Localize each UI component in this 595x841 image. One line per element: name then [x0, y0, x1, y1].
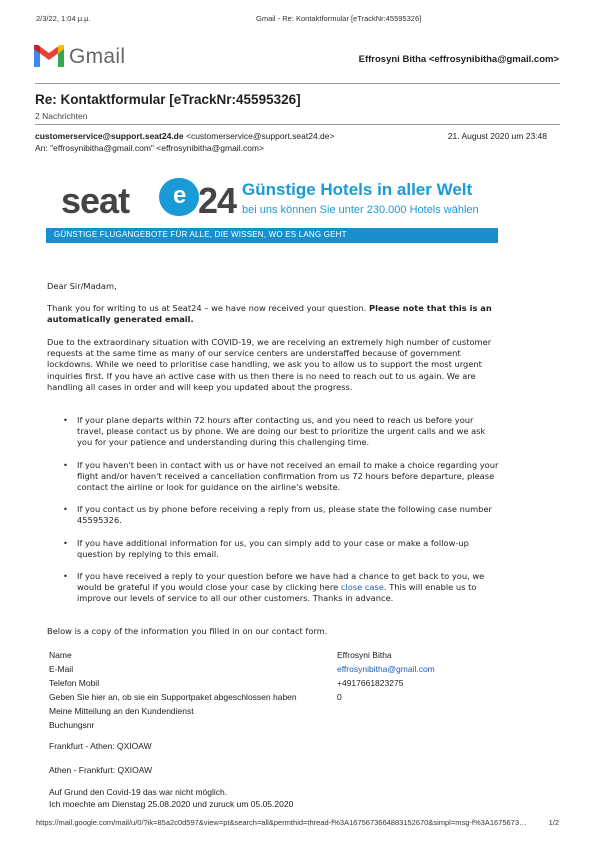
last-bullet-tail: . This will enable us to improve our levels of service to all our other customers. Thanks in advance.: [77, 582, 477, 604]
sender-address: <customerservice@support.seat24.de>: [185, 131, 335, 141]
banner-headline: Günstige Hotels in aller Welt: [242, 180, 473, 199]
intro-note: Please note that this is an automatically generated email.: [47, 303, 492, 325]
gmail-wordmark: Gmail: [69, 45, 126, 68]
subject-divider: [35, 124, 560, 125]
banner-subline: bei uns können Sie unter 230.000 Hotels wählen: [242, 204, 479, 216]
form-name-label: Name: [49, 650, 72, 660]
print-date: 2/3/22, 1:04 μ.μ.: [36, 14, 91, 23]
list-item: • If you have additional information for us, you can simply add to your case or make a follow-up question by replying to this email.: [47, 538, 502, 560]
message-count: 2 Nachrichten: [35, 111, 88, 121]
print-title: Gmail - Re: Kontaktformular [eTrackNr:45595326]: [256, 14, 422, 23]
brand-seat: seat: [61, 180, 130, 221]
form-support-label: Geben Sie hier an, ob sie ein Supportpaket abgeschlossen haben: [49, 692, 297, 702]
account-label: Effrosyni Bitha <effrosynibitha@gmail.com>: [358, 54, 559, 65]
list-item: • If you contact us by phone before receiving a reply from us, please state the following case number 45595326.: [47, 504, 502, 526]
list-item: • If your plane departs within 72 hours after contacting us, and you need to reach us before your travel, please contact us by phone. We are doing our best to prioritize the urgent calls and we ask you for your patience and understanding during this challenging time.: [47, 415, 502, 449]
page-number: 1/2: [548, 818, 559, 827]
seat24-banner[interactable]: [46, 166, 498, 243]
form-phone-value: +4917661823275: [337, 678, 404, 688]
sender-name: customerservice@support.seat24.de: [35, 131, 184, 141]
form-flight-return: Athen - Frankfurt: QXIOAW: [49, 765, 153, 775]
form-note-2: Ich moechte am Dienstag 25.08.2020 und zuruck um 05.05.2020: [49, 799, 294, 809]
banner-strip: [46, 228, 498, 243]
paragraph-covid: Due to the extraordinary situation with COVID-19, we are receiving an extremely high number of customer requests at the same time as many of our service centers are understaffed because of government lockdowns. While we need to prioritise case handling, we ask you to allow us to support the most urgent inquiries first. If you have an active case with us then there is no need to reach out to us again. We are handling all cases in order and will keep you updated about the progress.: [47, 337, 492, 392]
intro-text: Thank you for writing to us at Seat24 – we have now received your question.: [47, 303, 370, 313]
form-name-value: Effrosyni Bitha: [337, 650, 392, 660]
recipient: An: "effrosynibitha@gmail.com" <effrosynibitha@gmail.com>: [35, 143, 264, 153]
print-url: https://mail.google.com/mail/u/0/?ik=85a2c0d597&view=pt&search=all&permthid=thread-f%3A1675673664883152670&simpl=msg-f%3A1675673…: [36, 818, 527, 827]
form-support-value: 0: [337, 692, 342, 702]
form-note-1: Auf Grund den Covid-19 das war nicht möglich.: [49, 787, 228, 797]
form-booking-label: Buchungsnr: [49, 720, 95, 730]
message-date: 21. August 2020 um 23:48: [447, 131, 547, 141]
greeting: Dear Sir/Madam,: [47, 281, 117, 291]
form-message-label: Meine Mitteilung an den Kundendienst: [49, 706, 194, 716]
banner-strip-text: GÜNSTIGE FLUGANGEBOTE FÜR ALLE, DIE WISSEN, WO ES LANG GEHT: [54, 230, 347, 239]
sender: [35, 131, 334, 141]
form-phone-label: Telefon Mobil: [49, 678, 100, 688]
gmail-logo[interactable]: [34, 42, 134, 72]
gmail-m-icon: [34, 44, 64, 68]
header-divider: [35, 83, 560, 84]
brand-24: 24: [198, 180, 237, 221]
brand-e: e: [173, 182, 187, 209]
copy-note: Below is a copy of the information you filled in on our contact form.: [47, 626, 328, 636]
bullet-list: [47, 415, 502, 616]
form-email-link[interactable]: effrosynibitha@gmail.com: [337, 664, 435, 674]
paragraph-intro: [47, 303, 502, 325]
thread-subject: Re: Kontaktformular [eTrackNr:45595326]: [35, 92, 301, 107]
list-item: • If you haven't been in contact with us or have not received an email to make a choice regarding your flight and/or haven't received a cancellation confirmation from us 72 hours before departure, please contact the airline or look for guidance on the airline's website.: [47, 460, 502, 494]
list-item: [47, 571, 502, 605]
form-email-label: E-Mail: [49, 664, 74, 674]
last-bullet-text: If you have received a reply to your question before we have had a chance to get back to you, we would be grateful if you would close your case by clicking here: [77, 571, 485, 593]
close-case-link[interactable]: close case: [340, 582, 384, 593]
form-flight-outbound: Frankfurt - Athen: QXIOAW: [49, 741, 152, 751]
